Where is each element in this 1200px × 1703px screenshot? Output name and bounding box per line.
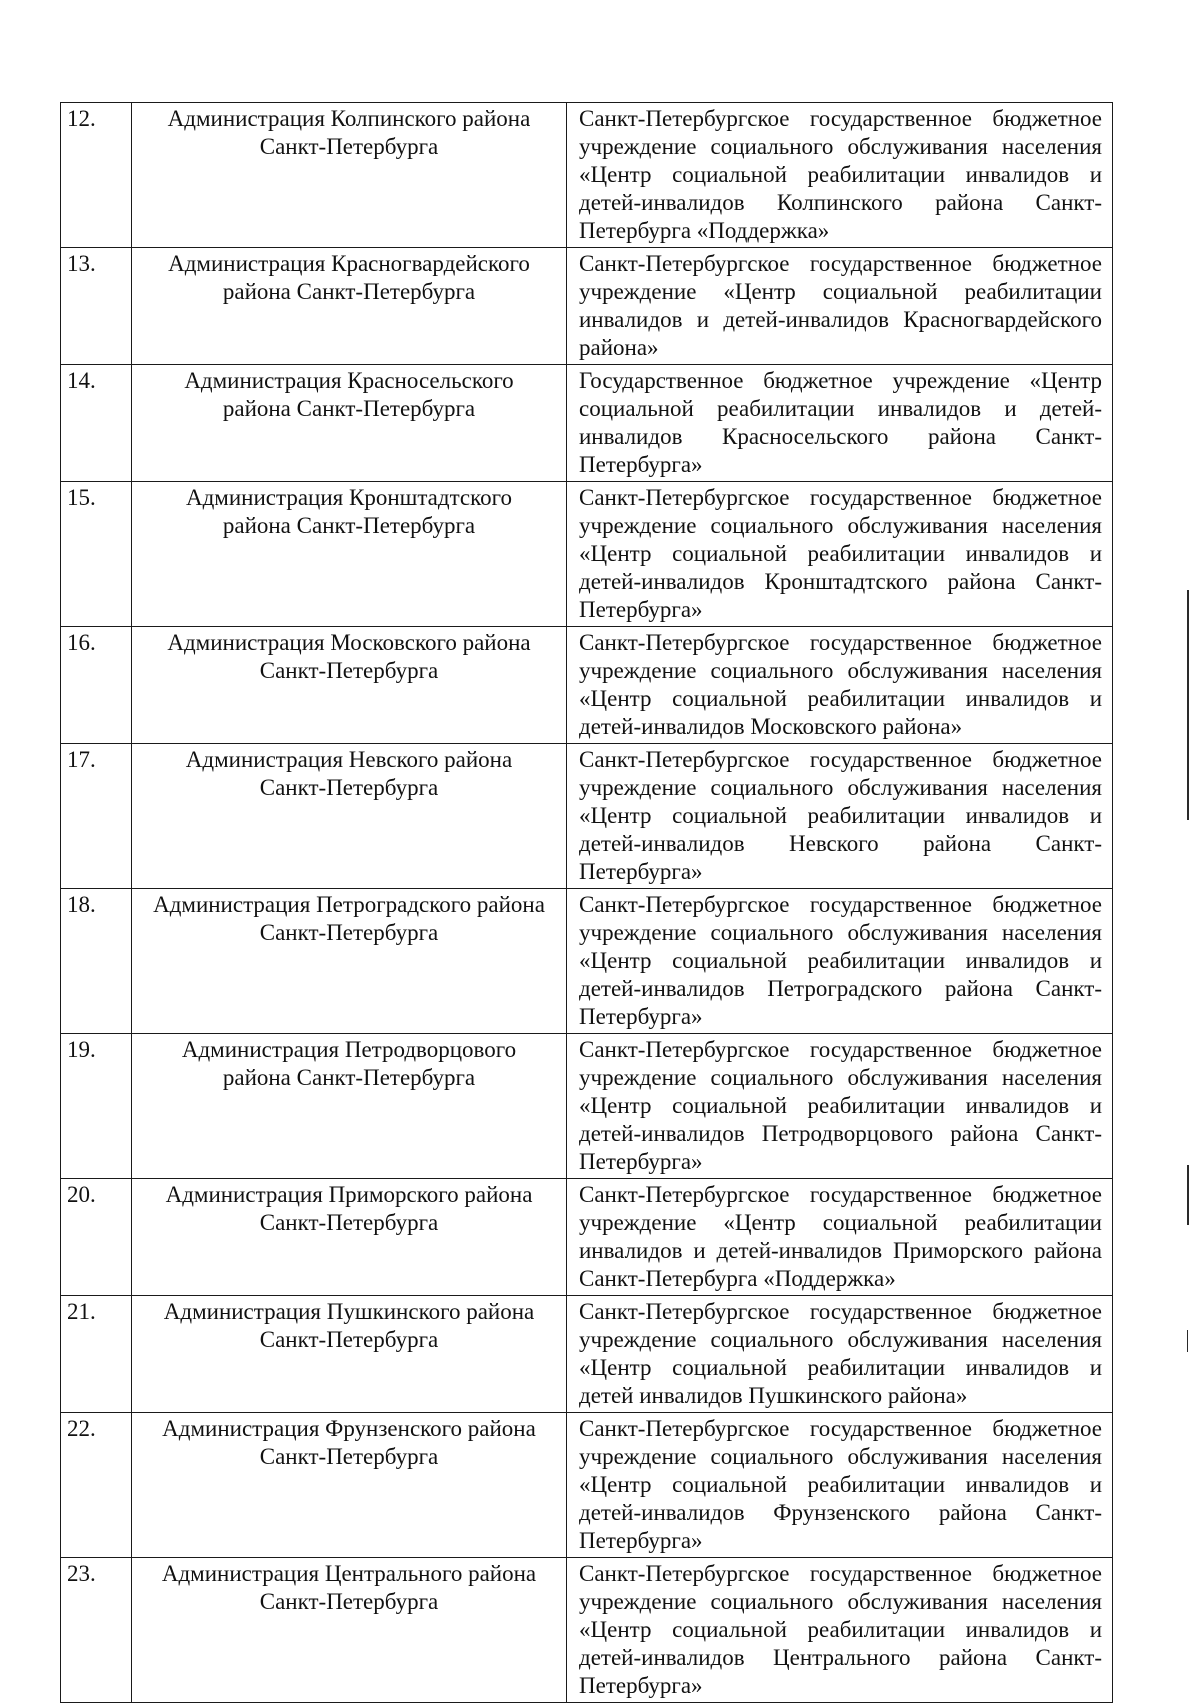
- row-number: 16.: [61, 627, 132, 744]
- table-row: [61, 1179, 1113, 1296]
- scan-artifact-mark: [1187, 1165, 1189, 1225]
- administration-name: Администрация Колпинского района Санкт-Петербурга: [132, 103, 567, 248]
- table-row: [61, 744, 1113, 889]
- administration-name: Администрация Красногвардейского района Санкт-Петербурга: [132, 248, 567, 365]
- institution-name: Санкт-Петербургское государственное бюджетное учреждение социального обслуживания населения «Центр социальной реабилитации инвалидов и детей-инвалидов Петроградского района Санкт-Петербурга»: [567, 889, 1113, 1034]
- administration-name: Администрация Петроградского района Санкт-Петербурга: [132, 889, 567, 1034]
- row-number: 15.: [61, 482, 132, 627]
- table-row: [61, 365, 1113, 482]
- table-row: [61, 1558, 1113, 1703]
- row-number: 13.: [61, 248, 132, 365]
- scan-artifact-mark: [1187, 1330, 1188, 1352]
- institution-name: Санкт-Петербургское государственное бюджетное учреждение социального обслуживания населения «Центр социальной реабилитации инвалидов и детей-инвалидов Колпинского района Санкт-Петербурга «Поддержка»: [567, 103, 1113, 248]
- institution-name: Санкт-Петербургское государственное бюджетное учреждение социального обслуживания населения «Центр социальной реабилитации инвалидов и детей-инвалидов Невского района Санкт-Петербурга»: [567, 744, 1113, 889]
- administration-name: Администрация Красносельского района Санкт-Петербурга: [132, 365, 567, 482]
- administration-name: Администрация Фрунзенского района Санкт-Петербурга: [132, 1413, 567, 1558]
- institution-name: Санкт-Петербургское государственное бюджетное учреждение социального обслуживания населения «Центр социальной реабилитации инвалидов и детей-инвалидов Кронштадтского района Санкт-Петербурга»: [567, 482, 1113, 627]
- row-number: 18.: [61, 889, 132, 1034]
- table-row: [61, 103, 1113, 248]
- table-row: [61, 627, 1113, 744]
- administration-name: Администрация Центрального района Санкт-Петербурга: [132, 1558, 567, 1703]
- row-number: 21.: [61, 1296, 132, 1413]
- row-number: 12.: [61, 103, 132, 248]
- institution-name: Санкт-Петербургское государственное бюджетное учреждение социального обслуживания населения «Центр социальной реабилитации инвалидов и детей инвалидов Пушкинского района»: [567, 1296, 1113, 1413]
- row-number: 22.: [61, 1413, 132, 1558]
- institution-name: Санкт-Петербургское государственное бюджетное учреждение «Центр социальной реабилитации инвалидов и детей-инвалидов Приморского района Санкт-Петербурга «Поддержка»: [567, 1179, 1113, 1296]
- administration-name: Администрация Московского района Санкт-Петербурга: [132, 627, 567, 744]
- row-number: 17.: [61, 744, 132, 889]
- table-row: [61, 248, 1113, 365]
- table-body: [61, 103, 1113, 1703]
- table-row: [61, 1413, 1113, 1558]
- table-row: [61, 889, 1113, 1034]
- scan-artifact-mark: [1187, 590, 1189, 820]
- institution-name: Государственное бюджетное учреждение «Центр социальной реабилитации инвалидов и детей-инвалидов Красносельского района Санкт-Петербурга»: [567, 365, 1113, 482]
- administration-name: Администрация Кронштадтского района Санкт-Петербурга: [132, 482, 567, 627]
- administration-name: Администрация Петродворцового района Санкт-Петербурга: [132, 1034, 567, 1179]
- institutions-table: [60, 102, 1113, 1703]
- row-number: 23.: [61, 1558, 132, 1703]
- table-row: [61, 482, 1113, 627]
- administration-name: Администрация Пушкинского района Санкт-Петербурга: [132, 1296, 567, 1413]
- institution-name: Санкт-Петербургское государственное бюджетное учреждение социального обслуживания населения «Центр социальной реабилитации инвалидов и детей-инвалидов Центрального района Санкт-Петербурга»: [567, 1558, 1113, 1703]
- administration-name: Администрация Приморского района Санкт-Петербурга: [132, 1179, 567, 1296]
- row-number: 19.: [61, 1034, 132, 1179]
- row-number: 14.: [61, 365, 132, 482]
- administration-name: Администрация Невского района Санкт-Петербурга: [132, 744, 567, 889]
- table-row: [61, 1034, 1113, 1179]
- institution-name: Санкт-Петербургское государственное бюджетное учреждение «Центр социальной реабилитации инвалидов и детей-инвалидов Красногвардейского района»: [567, 248, 1113, 365]
- institution-name: Санкт-Петербургское государственное бюджетное учреждение социального обслуживания населения «Центр социальной реабилитации инвалидов и детей-инвалидов Петродворцового района Санкт-Петербурга»: [567, 1034, 1113, 1179]
- institution-name: Санкт-Петербургское государственное бюджетное учреждение социального обслуживания населения «Центр социальной реабилитации инвалидов и детей-инвалидов Фрунзенского района Санкт-Петербурга»: [567, 1413, 1113, 1558]
- row-number: 20.: [61, 1179, 132, 1296]
- institution-name: Санкт-Петербургское государственное бюджетное учреждение социального обслуживания населения «Центр социальной реабилитации инвалидов и детей-инвалидов Московского района»: [567, 627, 1113, 744]
- table-row: [61, 1296, 1113, 1413]
